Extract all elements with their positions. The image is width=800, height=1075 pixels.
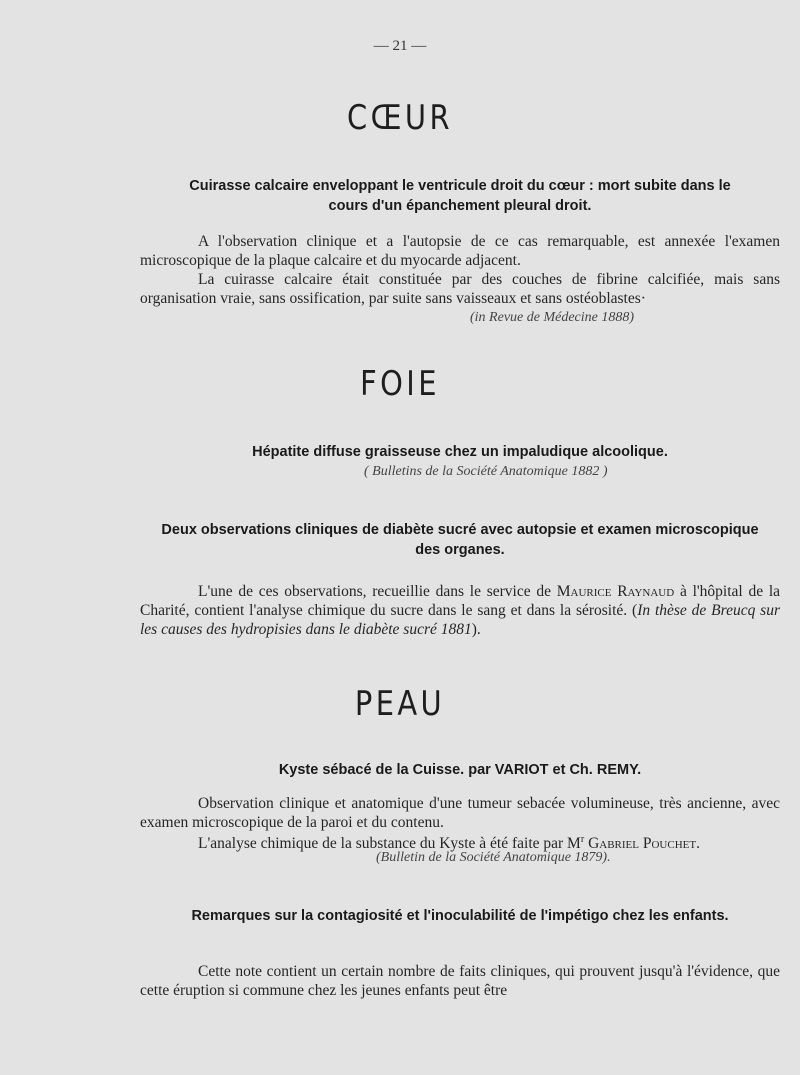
paragraph-coeur-2 [140,270,780,308]
paragraph-diabete [140,582,780,639]
page-number: — 21 — [373,38,427,54]
paragraph-coeur-1 [140,232,780,270]
heading-diabete: Deux observations cliniques de diabète sucré avec autopsie et examen microscopique des organes. [161,522,759,558]
name-gabriel-pouchet: Gabriel Pouchet. [588,835,700,853]
heading-cuirasse: Cuirasse calcaire enveloppant le ventricule droit du cœur : mort subite dans le cours d'un épanchement pleural droit. [189,178,731,214]
paragraph-diabete-text-c: ). [471,621,481,638]
heading-hepatite: Hépatite diffuse graisseuse chez un impaludique alcoolique. [252,444,668,460]
citation-bulletins-1882: ( Bulletins de la Société Anatomique 1882 ) [364,464,608,479]
paragraph-impetigo [140,962,780,1000]
paragraph-diabete-italic: In thèse de Breucq sur les causes des hydropisies dans le diabète sucré 1881 [140,602,780,638]
section-title-coeur: CŒUR [347,98,453,138]
section-title-peau: PEAU [354,684,446,724]
citation-revue-medecine: (in Revue de Médecine 1888) [470,310,635,325]
citation-bulletin-1879: (Bulletin de la Société Anatomique 1879). [376,850,611,865]
paragraph-diabete-text-b: à l'hôpital de la Charité, contient l'analyse chimique du sucre dans le sang et dans la sérosité. ( [140,583,781,619]
paragraph-kyste-2-text: L'analyse chimique de la substance du Kyste à été faite par M [198,835,581,853]
name-maurice-raynaud: Maurice Raynaud [556,583,675,600]
section-title-foie: FOIE [360,364,440,404]
heading-impetigo: Remarques sur la contagiosité et l'inoculabilité de l'impétigo chez les enfants. [191,908,729,924]
heading-kyste: Kyste sébacé de la Cuisse. par VARIOT et Ch. REMY. [278,762,642,778]
paragraph-kyste-1 [140,794,780,832]
paragraph-impetigo-text: Cette note contient un certain nombre de faits cliniques, qui prouvent jusqu'à l'évidence, que cette éruption si commune chez les jeunes enfants peut être [140,963,780,999]
superscript-r: r [580,834,585,845]
paragraph-coeur-1-text: A l'observation clinique et a l'autopsie de ce cas remarquable, est annexée l'examen microscopique de la plaque calcaire et du myocarde adjacent. [140,233,780,269]
paragraph-coeur-2-text: La cuirasse calcaire était constituée par des couches de fibrine calcifiée, mais sans organisation vraie, sans ossification, par suite sans vaisseaux et sans ostéoblastes· [140,271,780,307]
paragraph-kyste-1-text: Observation clinique et anatomique d'une tumeur sebacée volumineuse, très ancienne, avec examen microscopique de la paroi et du contenu. [140,795,780,831]
paragraph-diabete-text-a: L'une de ces observations, recueillie dans le service de [198,583,551,600]
